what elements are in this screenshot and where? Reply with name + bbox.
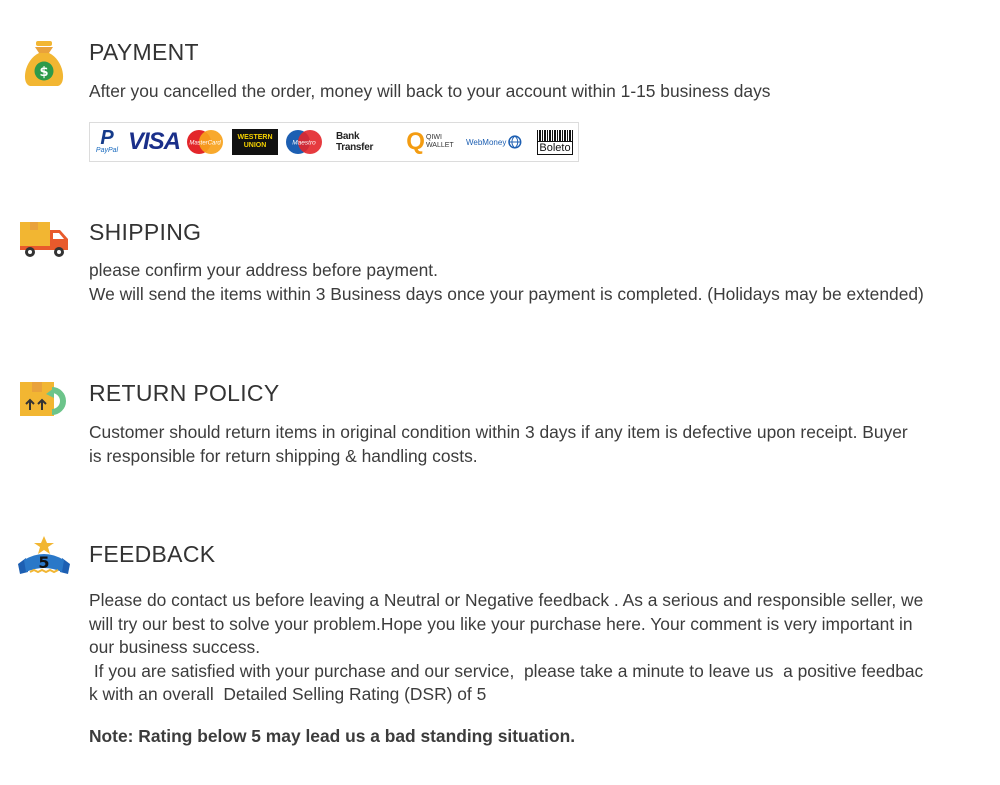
return-box-icon [16, 374, 72, 426]
maestro-logo [284, 123, 324, 161]
return-policy-line: is responsible for return shipping & handling costs. [89, 445, 478, 466]
feedback-text [89, 589, 994, 707]
shipping-line: please confirm your address before payment. [89, 260, 438, 280]
feedback-line: Please do contact us before leaving a Neutral or Negative feedback . As a serious and responsible seller, we [89, 590, 924, 610]
payment-text-line: After you cancelled the order, money will back to your account within 1-15 business days [89, 81, 771, 101]
western-union-line1: WESTERN [237, 134, 273, 141]
feedback-line: k with an overall Detailed Selling Rating (DSR) of 5 [89, 684, 487, 704]
paypal-mark: P [100, 127, 114, 149]
payment-text [89, 80, 994, 104]
webmoney-logo [466, 123, 522, 161]
badge-number: 5 [38, 553, 50, 572]
delivery-truck-icon [16, 212, 72, 264]
bank-transfer-logo: Bank Transfer [336, 131, 374, 153]
feedback-line: will try our best to solve your problem.Hope you like your purchase here. Your comment is very important in [89, 613, 913, 634]
qiwi-mark: Q [406, 128, 425, 155]
boleto-logo [533, 123, 577, 161]
payment-title: PAYMENT [89, 39, 199, 65]
qiwi-wallet-text: WALLET [425, 142, 454, 149]
mastercard-text: MasterCard [189, 140, 221, 147]
feedback-line: our business success. [89, 637, 261, 657]
paypal-logo [92, 123, 122, 161]
boleto-text: Boleto [539, 141, 571, 154]
svg-text:$: $ [39, 65, 49, 80]
shipping-line: We will send the items within 3 Business days once your payment is completed. (Holidays may be extended) [89, 283, 924, 304]
five-star-badge-icon [16, 534, 72, 586]
return-policy-line: Customer should return items in original condition within 3 days if any item is defective upon receipt. Buyer [89, 422, 908, 442]
western-union-line2: UNION [243, 142, 267, 149]
shipping-text [89, 259, 994, 306]
mastercard-logo [185, 123, 225, 161]
barcode-icon [537, 130, 573, 141]
return-policy-text [89, 421, 994, 468]
payment-methods-strip [89, 122, 579, 162]
feedback-title: FEEDBACK [89, 541, 216, 567]
feedback-line: If you are satisfied with your purchase and our service, please take a minute to leave us a positive feedbac [89, 660, 924, 681]
paypal-text: PayPal [95, 147, 119, 154]
webmoney-globe-icon [508, 135, 522, 149]
maestro-text: Maestro [292, 139, 316, 147]
western-union-logo [232, 123, 278, 161]
visa-logo: VISA [127, 128, 180, 155]
return-policy-title: RETURN POLICY [89, 380, 280, 406]
webmoney-text: WebMoney [466, 137, 507, 147]
payment-section [0, 0, 1000, 180]
feedback-note: Note: Rating below 5 may lead us a bad standing situation. [89, 726, 576, 746]
qiwi-wallet-logo [404, 123, 456, 161]
shipping-title: SHIPPING [89, 219, 202, 245]
qiwi-text: QIWI [425, 134, 442, 141]
money-bag-icon [16, 38, 72, 90]
